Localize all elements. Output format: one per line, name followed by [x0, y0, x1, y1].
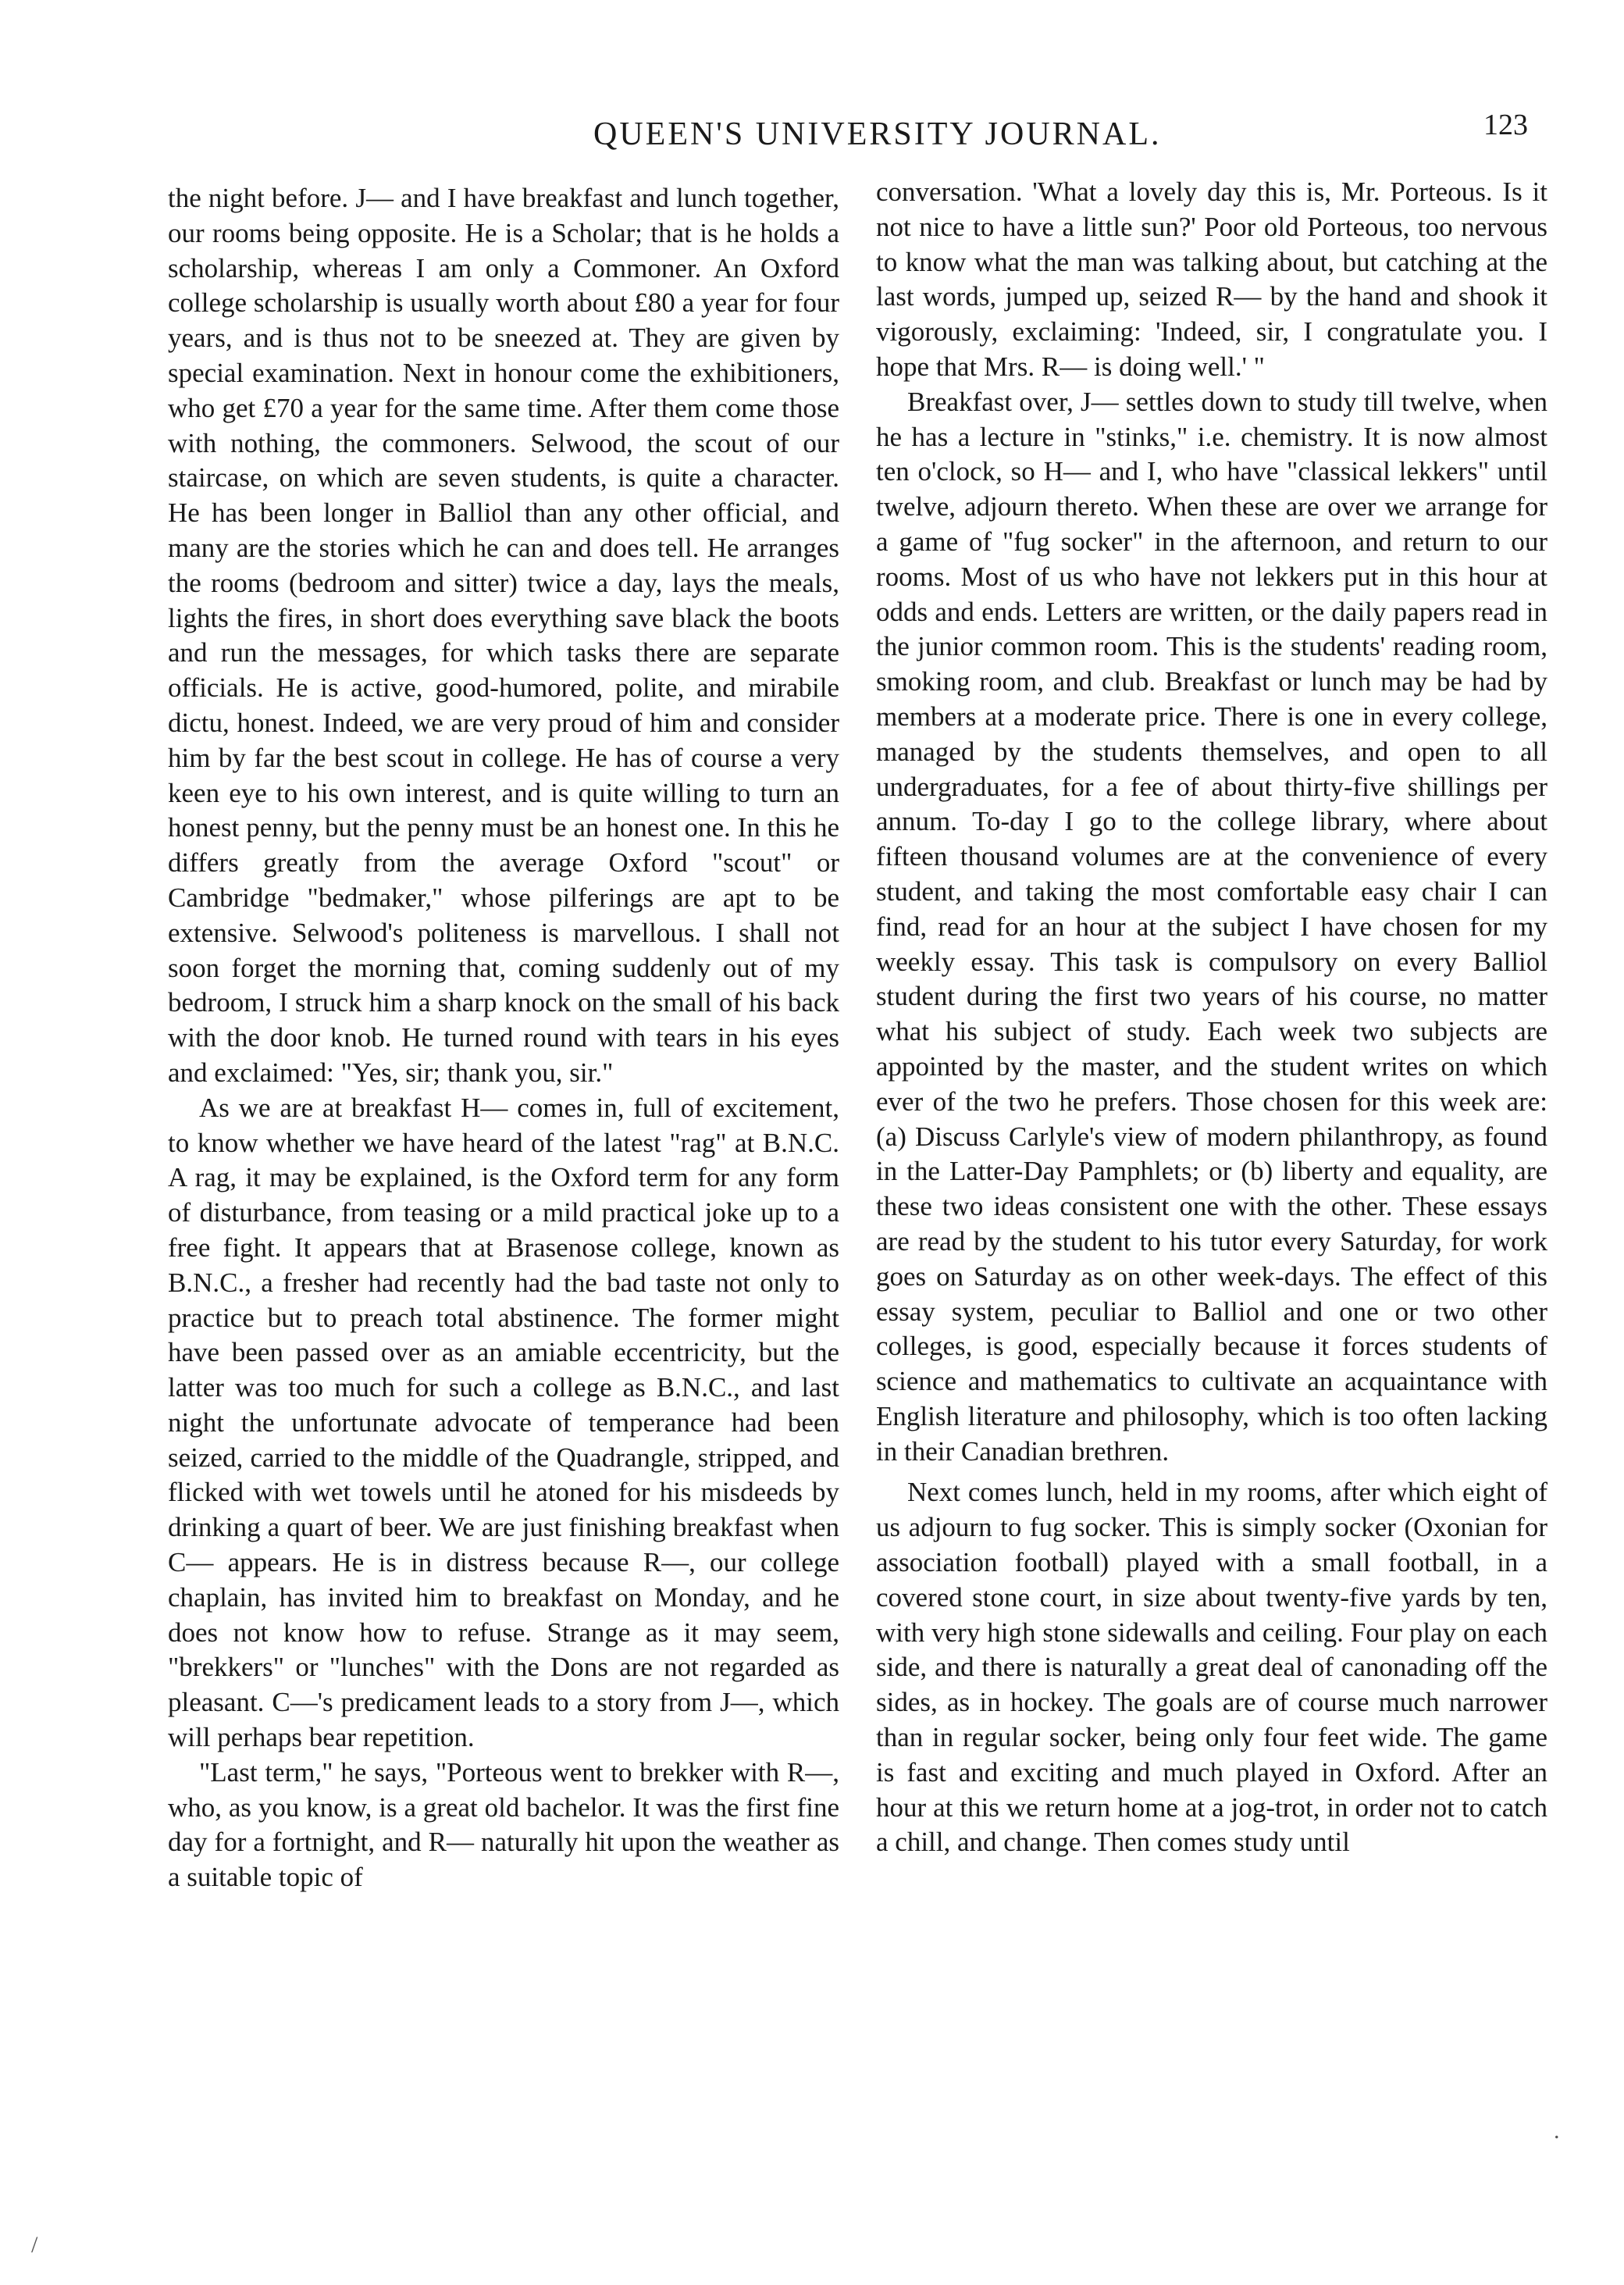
margin-mark-left: / [31, 2232, 38, 2258]
left-paragraph-3: "Last term," he says, "Porteous went to brekker with R—, who, as you know, is a great old bachelor. It was the first fine day for a fortnight, and R— naturally hit upon the weather as a suitable topic of [168, 1756, 839, 1893]
left-paragraph-1: the night before. J— and I have breakfast and lunch together, our rooms being opposite. He is a Scholar; that is he holds a scholarship, whereas I am only a Commoner. An Oxford college scholarship is usually worth about £80 a year for four years, and is thus not to be sneezed at. They are given by special examination. Next in honour come the exhibitioners, who get £70 a year for the same time. After them come those with nothing, the commoners. Selwood, the scout of our staircase, on which are seven students, is quite a character. He has been longer in Balliol than any other official, and many are the stories which he can and does tell. He arranges the rooms (bedroom and sitter) twice a day, lays the meals, lights the fires, in short does everything save black the boots and run the messages, for which tasks there are separate officials. He is active, good-humored, polite, and mirabile dictu, honest. Indeed, we are very proud of him and consider him by far the best scout in college. He has of course a very keen eye to his own interest, and is quite willing to turn an honest penny, but the penny must be an honest one. In this he differs greatly from the average Oxford "scout" or Cambridge "bedmaker," whose pilferings are apt to be extensive. Selwood's politeness is marvellous. I shall not soon forget the morning that, coming suddenly out of my bedroom, I struck him a sharp knock on the small of his back with the door knob. He turned round with tears in his eyes and exclaimed: "Yes, sir; thank you, sir." [168, 183, 839, 1088]
left-paragraph-2: As we are at breakfast H— comes in, full of excitement, to know whether we have heard of the latest "rag" at B.N.C. A rag, it may be explained, is the Oxford term for any form of disturbance, from teasing or a mild practical joke up to a free fight. It appears that at Brasenose college, known as B.N.C., a fresher had recently had the bad taste not only to practice but to preach total abstinence. The former might have been passed over as an amiable eccentricity, but the latter was too much for such a college as B.N.C., and last night the unfortunate advocate of temperance had been seized, carried to the middle of the Quadrangle, stripped, and flicked with wet towels until he atoned for his misdeeds by drinking a quart of beer. We are just finishing breakfast when C— appears. He is in distress because R—, our college chaplain, has invited him to breakfast on Monday, and he does not know how to refuse. Strange as it may seem, "brekkers" or "lunches" with the Dons are not regarded as pleasant. C—'s predicament leads to a story from J—, which will perhaps bear repetition. [168, 1092, 839, 1753]
right-paragraph-3: Next comes lunch, held in my rooms, after which eight of us adjourn to fug socker. This is simply socker (Oxonian for association football) played with a small football, in a covered stone court, in size about twenty-five yards by ten, with very high stone sidewalls and ceiling. Four play on each side, and there is naturally a great deal of canonading off the sides, as in hockey. The goals are of course much narrower than in regular socker, being only four feet wide. The game is fast and exciting and much played in Oxford. After an hour at this we return home at a jog-trot, in order not to catch a chill, and change. Then comes study until [876, 1477, 1547, 1858]
right-paragraph-1: conversation. 'What a lovely day this is, Mr. Porteous. Is it not nice to have a little sun?' Poor old Porteous, too nervous to know what the man was talking about, but catching at the last words, jumped up, seized R— by the hand and shook it vigorously, exclaiming: 'Indeed, sir, I congratulate you. I hope that Mrs. R— is doing well.' " [876, 176, 1547, 382]
page-number: 123 [1483, 109, 1528, 141]
page-header [0, 108, 1624, 155]
margin-mark-right: . [1554, 2118, 1560, 2144]
left-column [168, 181, 839, 1895]
right-column [876, 175, 1547, 1860]
journal-title: QUEEN'S UNIVERSITY JOURNAL. [593, 116, 1162, 152]
right-paragraph-2: Breakfast over, J— settles down to study till twelve, when he has a lecture in "stinks," i.e. chemistry. It is now almost ten o'clock, so H— and I, who have "classical lekkers" until twelve, adjourn thereto. When these are over we arrange for a game of "fug socker" in the afternoon, and return to our rooms. Most of us who have not lekkers put in this hour at odds and ends. Letters are written, or the daily papers read in the junior common room. This is the students' reading room, smoking room, and club. Breakfast or lunch may be had by members at a moderate price. There is one in every college, managed by the students themselves, and open to all undergraduates, for a fee of about thirty-five shillings per annum. To-day I go to the college library, where about fifteen thousand volumes are at the convenience of every student, and taking the most comfortable easy chair I can find, read for an hour at the subject I have chosen for my weekly essay. This task is compulsory on every Balliol student during the first two years of his course, no matter what his subject of study. Each week two subjects are appointed by the master, and the student writes on which ever of the two he prefers. Those chosen for this week are: (a) Discuss Carlyle's view of modern philanthropy, as found in the Latter-Day Pamphlets; or (b) liberty and equality, are these two ideas consistent one with the other. These essays are read by the student to his tutor every Saturday, for work goes on Saturday as on other week-days. The effect of this essay system, peculiar to Balliol and one or two other colleges, is good, especially because it forces students of science and mathematics to cultivate an acquaintance with English literature and philosophy, which is too often lacking in their Canadian brethren. [876, 386, 1547, 1467]
